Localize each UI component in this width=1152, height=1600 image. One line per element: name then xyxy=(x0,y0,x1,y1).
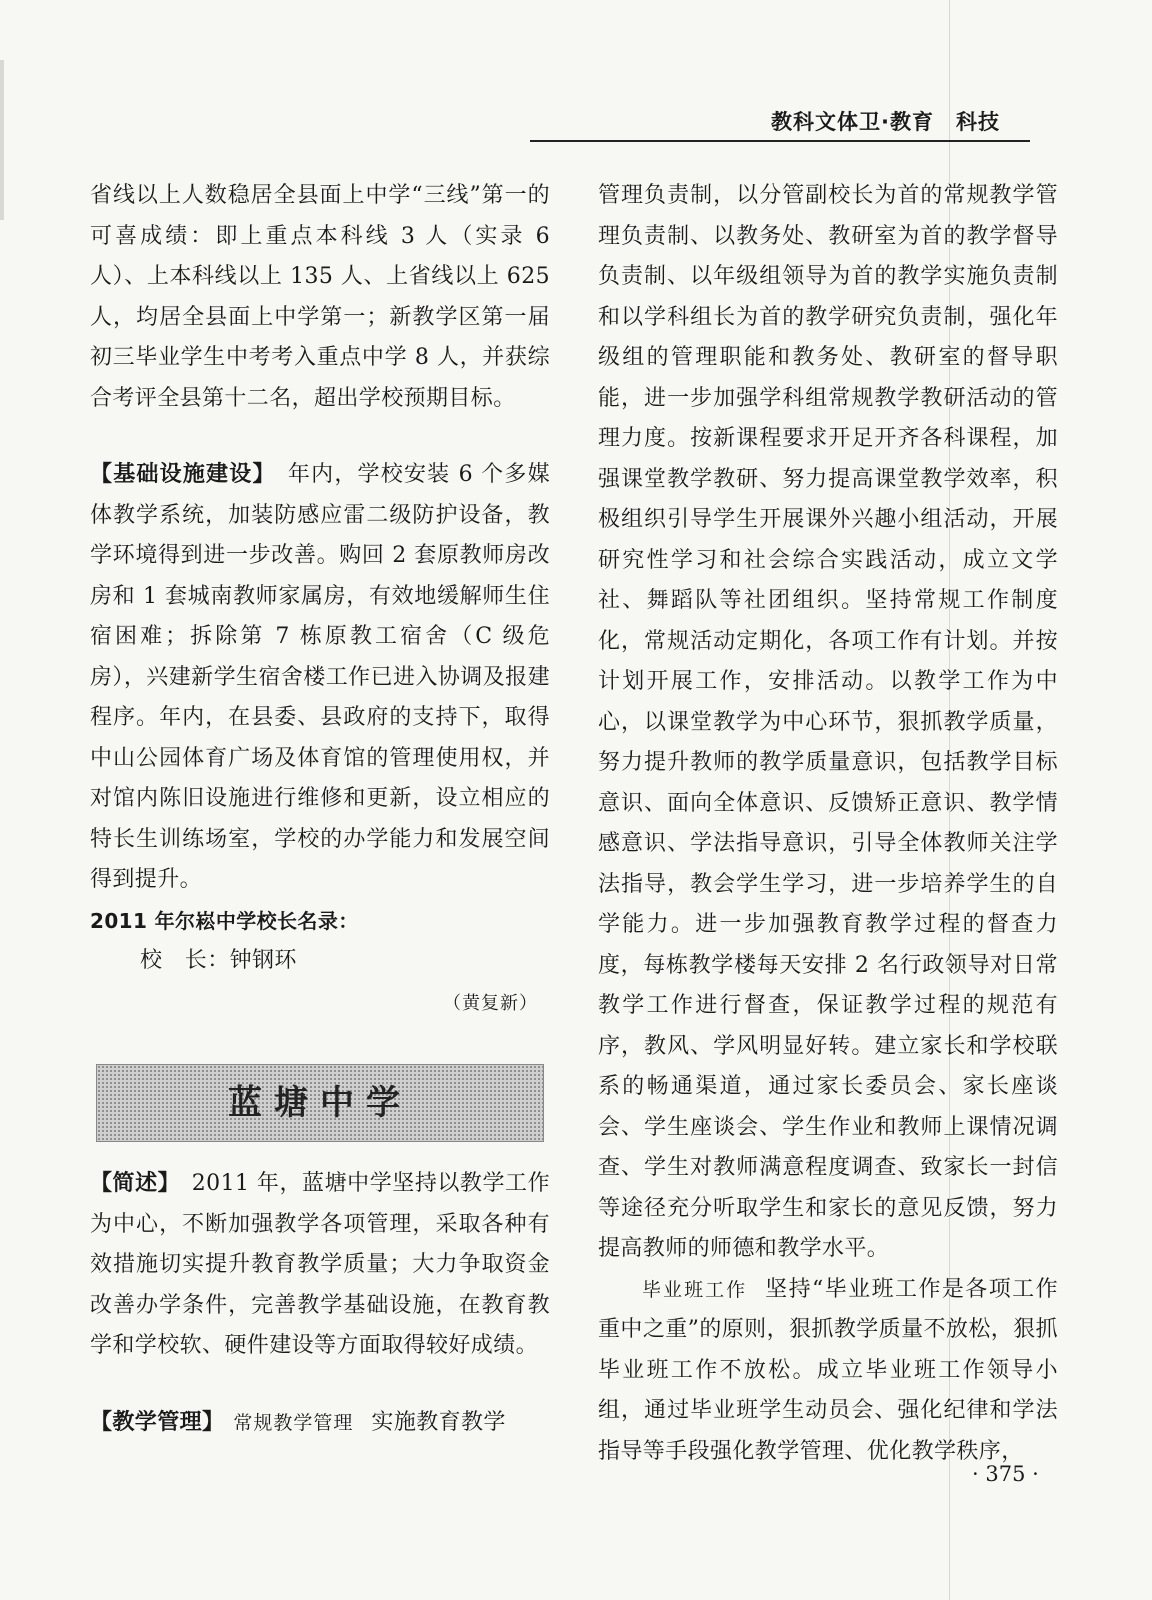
summary-paragraph xyxy=(90,1164,550,1367)
infrastructure-paragraph xyxy=(90,455,550,901)
author-signature: （黄复新） xyxy=(443,992,538,1014)
results-paragraph: 省线以上人数稳居全县面上中学“三线”第一的可喜成绩：即上重点本科线 3 人（实录 6 人）、上本科线以上 135 人、上省线以上 625 人，均居全县面上中学第一；新教学区第一届初三毕业学生中考考入重点中学 8 人，并获综合考评全县第十二名，超出学校预期目标。 xyxy=(90,183,550,411)
management-paragraph: 管理负责制，以分管副校长为首的常规教学管理负责制、以教务处、教研室为首的教学督导负责制、以年级组领导为首的教学实施负责制和以学科组长为首的教学研究负责制，强化年级组的管理职能和教务处、教研室的督导职能，进一步加强学科组常规教学教研活动的管理力度。按新课程要求开足开齐各科课程，加强课堂教学教研、努力提高课堂教学效率，积极组织引导学生开展课外兴趣小组活动，开展研究性学习和社会综合实践活动，成立文学社、舞蹈队等社团组织。坚持常规工作制度化，常规活动定期化，各项工作有计划。并按计划开展工作，安排活动。以教学工作为中心，以课堂教学为中心环节，狠抓教学质量，努力提升教师的教学质量意识，包括教学目标意识、面向全体意识、反馈矫正意识、教学情感意识、学法指导意识，引导全体教师关注学法指导，教会学生学习，进一步培养学生的自学能力。进一步加强教育教学过程的督查力度，每栋教学楼每天安排 2 名行政领导对日常教学工作进行督查，保证教学过程的规范有序，教风、学风明显好转。建立家长和学校联系的畅通渠道，通过家长委员会、家长座谈会、学生座谈会、学生作业和教师上课情况调查、学生对教师满意程度调查、致家长一封信等途径充分听取学生和家长的意见反馈，努力提高教师的师德和教学水平。 xyxy=(598,183,1058,1261)
right-column xyxy=(598,176,1058,1472)
teaching-label: 【教学管理】 xyxy=(90,1409,214,1435)
infrastructure-label: 【基础设施建设】 xyxy=(90,462,265,487)
infrastructure-text: 年内，学校安装 6 个多媒体教学系统，加装防感应雷二级防护设备，教学环境得到进一步改善。购回 2 套原教师房改房和 1 套城南教师家属房，有效地缓解师生住宿困难；拆除第 7 栋原教工宿舍（C 级危房），兴建新学生宿舍楼工作已进入协调及报建程序。年内，在县委、县政府的支持下，取得中山公园体育广场及体育馆的管理使用权，并对馆内陈旧设施进行维修和更新，设立相应的特长生训练场室，学校的办学能力和发展空间得到提升。 xyxy=(90,462,550,892)
graduation-heading: 毕业班工作 xyxy=(642,1278,748,1301)
running-header xyxy=(530,96,1030,142)
scan-edge-shadow xyxy=(0,60,4,220)
principal-entry: 校 长：钟钢环 xyxy=(140,948,297,973)
paragraph-gap xyxy=(90,1367,550,1403)
school-title-banner xyxy=(96,1064,544,1142)
left-column xyxy=(90,176,550,1443)
graduation-paragraph xyxy=(598,1270,1058,1473)
page-number: · 375 · xyxy=(972,1462,1039,1486)
principal-list-title: 2011 年尔崧中学校长名录： xyxy=(90,908,359,933)
summary-label: 【简述】 xyxy=(90,1171,170,1196)
paragraph-gap xyxy=(90,419,550,455)
teaching-text: 实施教育教学 xyxy=(371,1409,506,1435)
teaching-paragraph xyxy=(90,1403,550,1444)
school-name: 蓝塘中学 xyxy=(228,1082,412,1123)
header-title: 教科文体卫·教育 科技 xyxy=(771,110,1000,134)
summary-text: 2011 年，蓝塘中学坚持以教学工作为中心，不断加强教学各项管理，采取各种有效措施切实提升教育教学质量；大力争取资金改善办学条件，完善教学基础设施，在教育教学和学校软、硬件建设等方面取得较好成绩。 xyxy=(90,1171,550,1358)
teaching-subheading: 常规教学管理 xyxy=(213,1411,354,1434)
graduation-text: 坚持“毕业班工作是各项工作重中之重”的原则，狠抓教学质量不放松，狠抓毕业班工作不放松。成立毕业班工作领导小组，通过毕业班学生动员会、强化纪律和学法指导等手段强化教学管理、优化教学秩序， xyxy=(598,1276,1058,1464)
